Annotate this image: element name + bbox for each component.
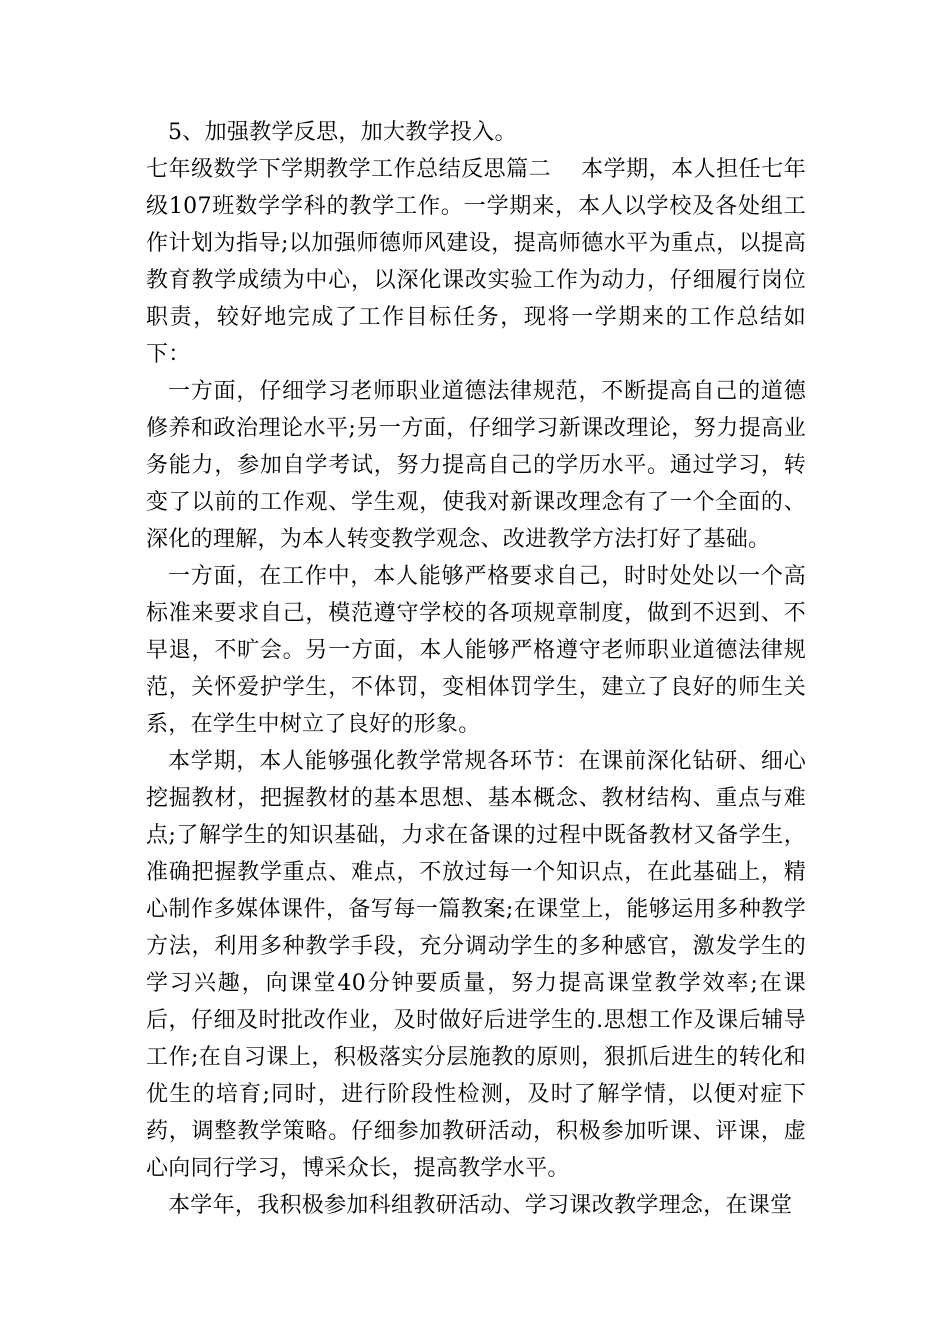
document-page xyxy=(146,114,806,1224)
paragraph-teaching-routine: 本学期，本人能够强化教学常规各环节：在课前深化钻研、细心挖掘教材，把握教材的基本思想、基本概念、教材结构、重点与难点;了解学生的知识基础，力求在备课的过程中既备教材又备学生，准确把握教学重点、难点，不放过每一个知识点，在此基础上，精心制作多媒体课件，备写每一篇教案;在课堂上，能够运用多种教学方法，利用多种教学手段，充分调动学生的多种感官，激发学生的学习兴趣，向课堂40分钟要质量，努力提高课堂教学效率;在课后，仔细及时批改作业，及时做好后进学生的.思想工作及课后辅导工作;在自习课上，积极落实分层施教的原则，狠抓后进生的转化和优生的培育;同时，进行阶段性检测，及时了解学情，以便对症下药，调整教学策略。仔细参加教研活动，积极参加听课、评课，虚心向同行学习，博采众长，提高教学水平。 xyxy=(146,749,806,1181)
paragraph-conduct: 一方面，在工作中，本人能够严格要求自己，时时处处以一个高标准来要求自己，模范遵守学校的各项规章制度，做到不迟到、不早退，不旷会。另一方面，本人能够严格遵守老师职业道德法律规范，关怀爱护学生，不体罚，变相体罚学生，建立了良好的师生关系，在学生中树立了良好的形象。 xyxy=(146,564,806,737)
paragraph-reflection-item: 5、加强教学反思，加大教学投入。 xyxy=(168,120,517,145)
paragraph-summary-intro: 七年级数学下学期教学工作总结反思篇二 本学期，本人担任七年级107班数学学科的教学工作。一学期来，本人以学校及各处组工作计划为指导;以加强师德师风建设，提高师德水平为重点，以提高教育教学成绩为中心，以深化课改实验工作为动力，仔细履行岗位职责，较好地完成了工作目标任务，现将一学期来的工作总结如下： xyxy=(146,157,806,367)
paragraph-school-year: 本学年，我积极参加科组教研活动、学习课改教学理念，在课堂 xyxy=(168,1193,793,1218)
paragraph-study: 一方面，仔细学习老师职业道德法律规范，不断提高自己的道德修养和政治理论水平;另一方面，仔细学习新课改理论，努力提高业务能力，参加自学考试，努力提高自己的学历水平。通过学习，转变了以前的工作观、学生观，使我对新课改理念有了一个全面的、深化的理解，为本人转变教学观念、改进教学方法打好了基础。 xyxy=(146,379,806,552)
